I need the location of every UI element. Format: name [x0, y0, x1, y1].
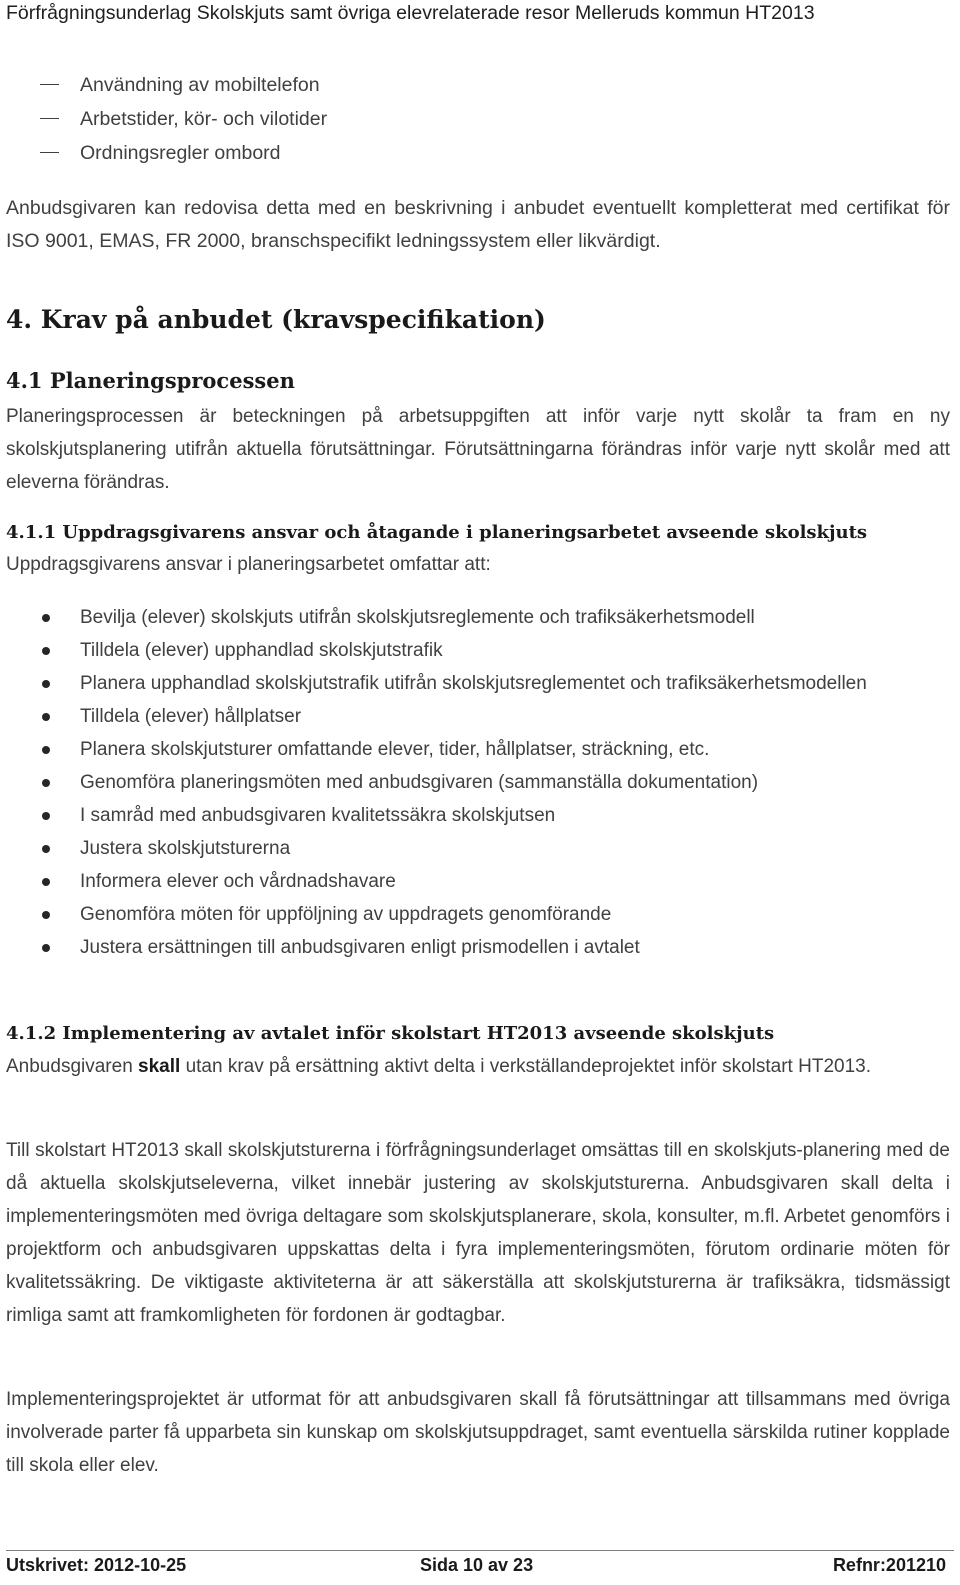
list-item-text: Planera skolskjutsturer omfattande elever, tider, hållplatser, sträckning, etc.: [80, 739, 710, 760]
list-item: [0, 898, 880, 931]
bullet-icon: [42, 845, 50, 853]
intro-paragraph: Anbudsgivaren kan redovisa detta med en beskrivning i anbudet eventuellt kompletterat med certifikat för ISO 9001, EMAS, FR 2000, branschspecifikt ledningssystem eller likvärdigt.: [6, 197, 950, 252]
section-4-1-2-heading: 4.1.2 Implementering av avtalet inför skolstart HT2013 avseende skolskjuts: [6, 1023, 775, 1044]
list-item-text: Tilldela (elever) upphandlad skolskjutstrafik: [80, 640, 443, 661]
bullet-icon: [42, 944, 50, 952]
page-footer: [0, 1550, 960, 1585]
list-item-text: Justera ersättningen till anbudsgivaren enligt prismodellen i avtalet: [80, 937, 640, 958]
footer-printed-date: Utskrivet: 2012-10-25: [6, 1555, 187, 1575]
list-item: [0, 832, 880, 865]
dash-item-text: Användning av mobiltelefon: [80, 74, 320, 96]
list-item: [0, 865, 880, 898]
section-4-1-paragraph: [6, 400, 950, 499]
footer-divider: [6, 1550, 954, 1551]
dash-bullet-icon: [40, 152, 59, 153]
list-item: [0, 601, 880, 634]
paragraph-text: Anbudsgivaren: [6, 1056, 139, 1077]
dash-item-text: Ordningsregler ombord: [80, 142, 281, 164]
paragraph-text: utan krav på ersättning aktivt delta i verkställandeprojektet inför skolstart HT2013.: [180, 1056, 871, 1077]
section-4-1-heading: 4.1 Planeringsprocessen: [6, 368, 295, 393]
bullet-icon: [42, 647, 50, 655]
list-item-text: Planera upphandlad skolskjutstrafik utifrån skolskjutsreglementet och trafiksäkerhetsmodellen: [80, 673, 867, 694]
section-4-1-2-paragraph-2: Till skolstart HT2013 skall skolskjutsturerna i förfrågningsunderlaget omsättas till en skolskjuts-planering med de då aktuella skolskjutseleverna, vilket innebär justering av skolskjutsturerna. Anbudsgivaren skall delta i implementeringsmöten med övriga deltagare som skolskjutsplanerare, skola, konsulter, m.fl. Arbetet genomförs i projektform och anbudsgivaren uppskattas delta i fyra implementeringsmöten, förutom ordinarie möten för kvalitetssäkring. De viktigaste aktiviteterna är att säkerställa att skolskjutsturerna är trafiksäkra, tidsmässigt rimliga samt att framkomligheten för fordonen är godtagbar.: [6, 1140, 950, 1326]
page-header-title: Förfrågningsunderlag Skolskjuts samt övriga elevrelaterade resor Melleruds kommun HT2013: [6, 2, 815, 24]
list-item-text: Genomföra planeringsmöten med anbudsgivaren (sammanställa dokumentation): [80, 772, 759, 793]
dash-bullet-icon: [40, 118, 59, 119]
bullet-icon: [42, 614, 50, 622]
list-item-text: Justera skolskjutsturerna: [80, 838, 291, 859]
bullet-icon: [42, 911, 50, 919]
bullet-icon: [42, 779, 50, 787]
list-item: [0, 634, 880, 667]
list-item: [0, 733, 880, 766]
section-4-1-2-paragraph-3: Implementeringsprojektet är utformat för att anbudsgivaren skall få förutsättningar att tillsammans med övriga involverade parter få upparbeta sin kunskap om skolskjutsuppdraget, samt eventuella särskilda rutiner kopplade till skola eller elev.: [6, 1389, 950, 1476]
bullet-icon: [42, 680, 50, 688]
responsibility-list: [0, 601, 960, 964]
section-4-1-text-b: Förutsättningarna förändras inför varje nytt skolår med att eleverna förändras.: [6, 439, 950, 493]
bullet-icon: [42, 746, 50, 754]
list-item-text: I samråd med anbudsgivaren kvalitetssäkra skolskjutsen: [80, 805, 556, 826]
footer-page-number: Sida 10 av 23: [420, 1555, 534, 1575]
section-4-1-text-a: Planeringsprocessen är beteckningen på arbetsuppgiften att inför varje nytt skolår ta fram en ny skolskjutsplanering utifrån aktuella förutsättningar.: [6, 406, 950, 460]
list-item-text: Informera elever och vårdnadshavare: [80, 871, 396, 892]
bullet-icon: [42, 878, 50, 886]
list-item: [0, 799, 880, 832]
list-item-text: Tilldela (elever) hållplatser: [80, 706, 302, 727]
emphasis-text: skall: [138, 1056, 181, 1077]
bullet-icon: [42, 713, 50, 721]
dash-bullet-icon: [40, 84, 59, 85]
bullet-icon: [42, 812, 50, 820]
section-4-heading: 4. Krav på anbudet (kravspecifikation): [6, 305, 546, 334]
section-4-1-2-paragraph-1: [6, 1050, 950, 1083]
list-item-text: Bevilja (elever) skolskjuts utifrån skolskjutsreglemente och trafiksäkerhetsmodell: [80, 607, 755, 628]
list-item-text: Genomföra möten för uppföljning av uppdragets genomförande: [80, 904, 612, 925]
section-4-1-1-heading: 4.1.1 Uppdragsgivarens ansvar och åtagande i planeringsarbetet avseende skolskjuts: [6, 522, 868, 543]
footer-reference: Refnr:201210: [832, 1555, 946, 1575]
section-4-1-1-intro: Uppdragsgivarens ansvar i planeringsarbetet omfattar att:: [6, 554, 491, 575]
list-item: [0, 931, 880, 964]
list-item: [0, 700, 880, 733]
list-item: [0, 766, 880, 799]
list-item: [0, 667, 880, 700]
dash-item-text: Arbetstider, kör- och vilotider: [80, 108, 328, 130]
